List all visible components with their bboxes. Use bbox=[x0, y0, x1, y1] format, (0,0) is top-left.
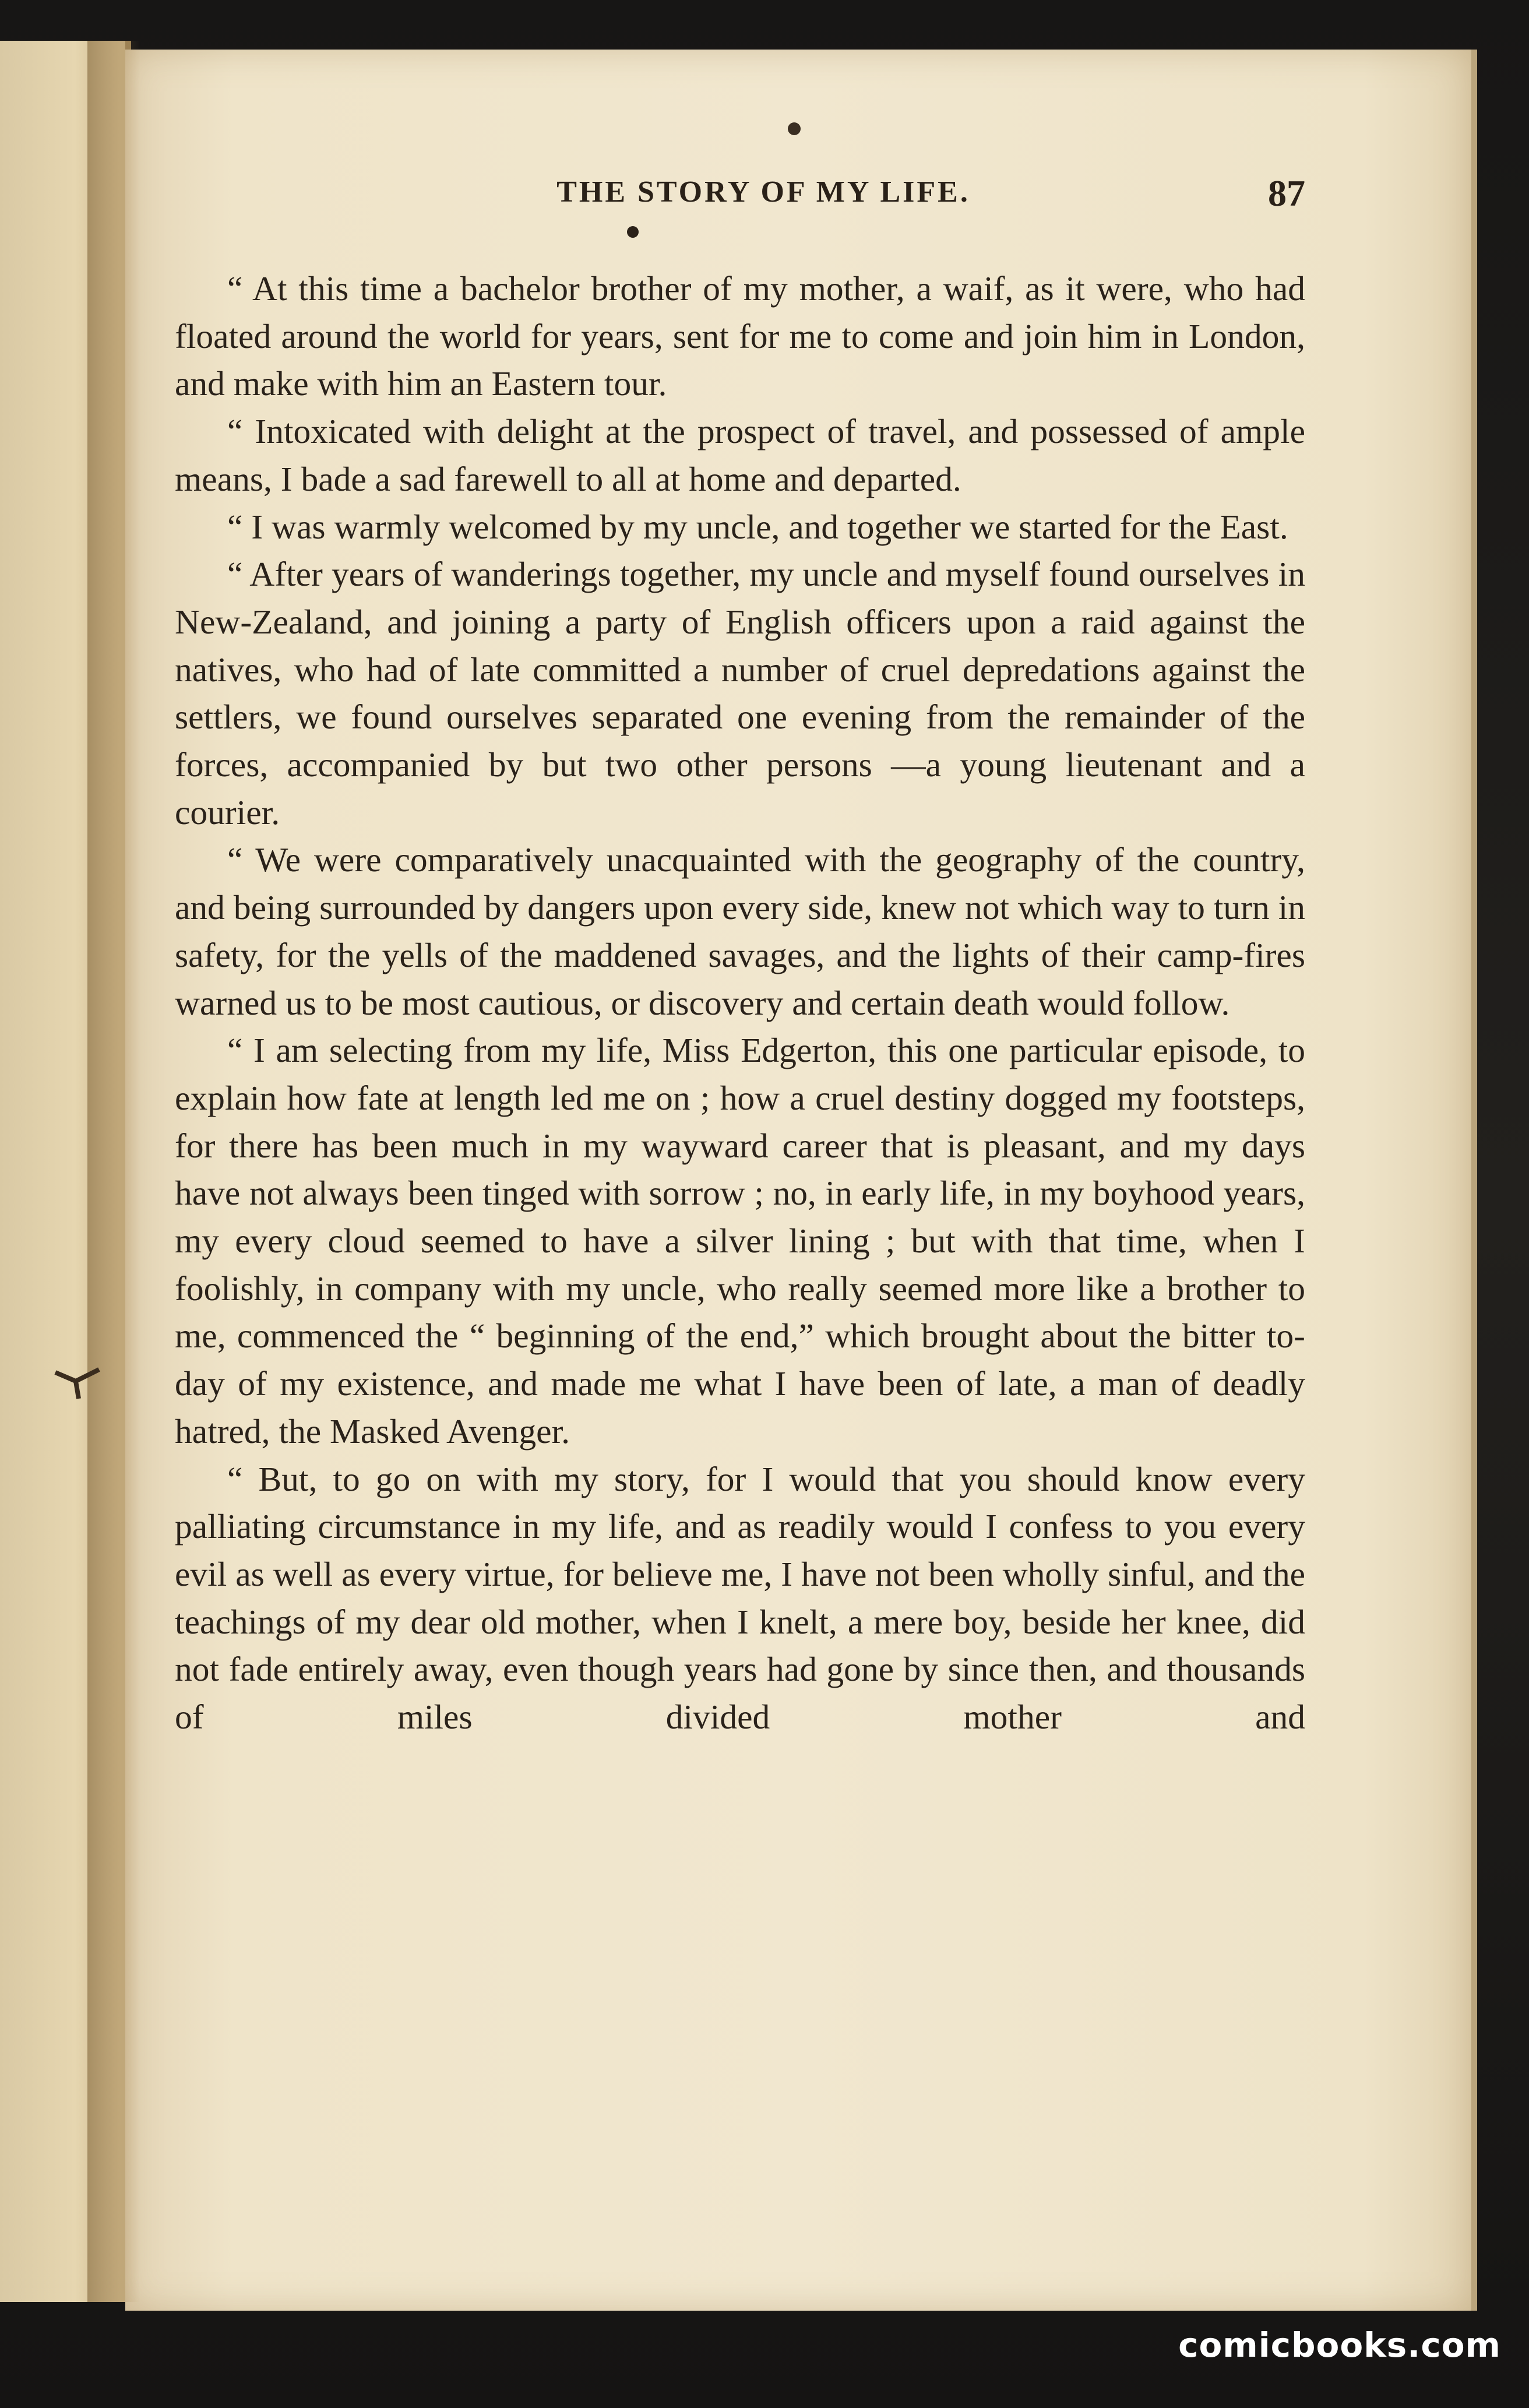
paragraph: “ At this time a bachelor brother of my mother, a waif, as it were, who had floated around the world for years, sent for me to come and join him in London, and make with him an Eastern tour. bbox=[175, 269, 1305, 403]
paragraph: “ But, to go on with my story, for I would that you should know every palliating circumstance in my life, and as readily would I confess to you every evil as well as every virtue, for believe me, I have not been wholly sinful, and the teachings of my dear old mother, when I knelt, a mere boy, beside her knee, did not fade entirely away, even though years had gone by since then, and thousands of miles divided mother and bbox=[175, 1459, 1305, 1737]
ornament-dot bbox=[627, 226, 639, 238]
paragraph: “ We were comparatively unacquainted with the geography of the country, and being surrounded by dangers upon every side, knew not which way to turn in safety, for the yells of the maddened savages, and the lights of their camp-fires warned us to be most cautious, or discovery and certain death would follow. bbox=[175, 840, 1305, 1022]
gutter-shadow bbox=[87, 41, 140, 2302]
binding-thread-icon bbox=[52, 1361, 105, 1402]
watermark: comicbooks.com bbox=[1178, 2325, 1501, 2365]
paragraph: “ After years of wanderings together, my uncle and myself found ourselves in New-Zealand, and joining a party of English officers upon a raid against the natives, who had of late committed a number of cruel depredations against the settlers, we found ourselves separated one evening from the remainder of the forces, accompanied by but two other persons —a young lieutenant and a courier. bbox=[175, 555, 1305, 832]
page-right-edge bbox=[1471, 50, 1477, 2311]
ornament-dot bbox=[788, 122, 801, 135]
paragraph: “ I was warmly welcomed by my uncle, and together we started for the East. bbox=[227, 507, 1288, 546]
body-text bbox=[175, 265, 1305, 1741]
paragraph: “ Intoxicated with delight at the prospect of travel, and possessed of ample means, I bade a sad farewell to all at home and departed. bbox=[175, 412, 1305, 498]
page-number: 87 bbox=[1268, 172, 1305, 214]
paragraph: “ I am selecting from my life, Miss Edgerton, this one particular episode, to explain how fate at length led me on ; how a cruel destiny dogged my footsteps, for there has been much in my wayward career that is pleasant, and my days have not always been tinged with sorrow ; no, in early life, in my boyhood years, my every cloud seemed to have a silver lining ; but with that time, when I foolishly, in company with my uncle, who really seemed more like a brother to me, commenced the “ beginning of the end,” which brought about the bitter to-day of my existence, and made me what I have been of late, a man of deadly hatred, the Masked Avenger. bbox=[175, 1031, 1305, 1451]
running-head: THE STORY OF MY LIFE. bbox=[556, 175, 970, 209]
